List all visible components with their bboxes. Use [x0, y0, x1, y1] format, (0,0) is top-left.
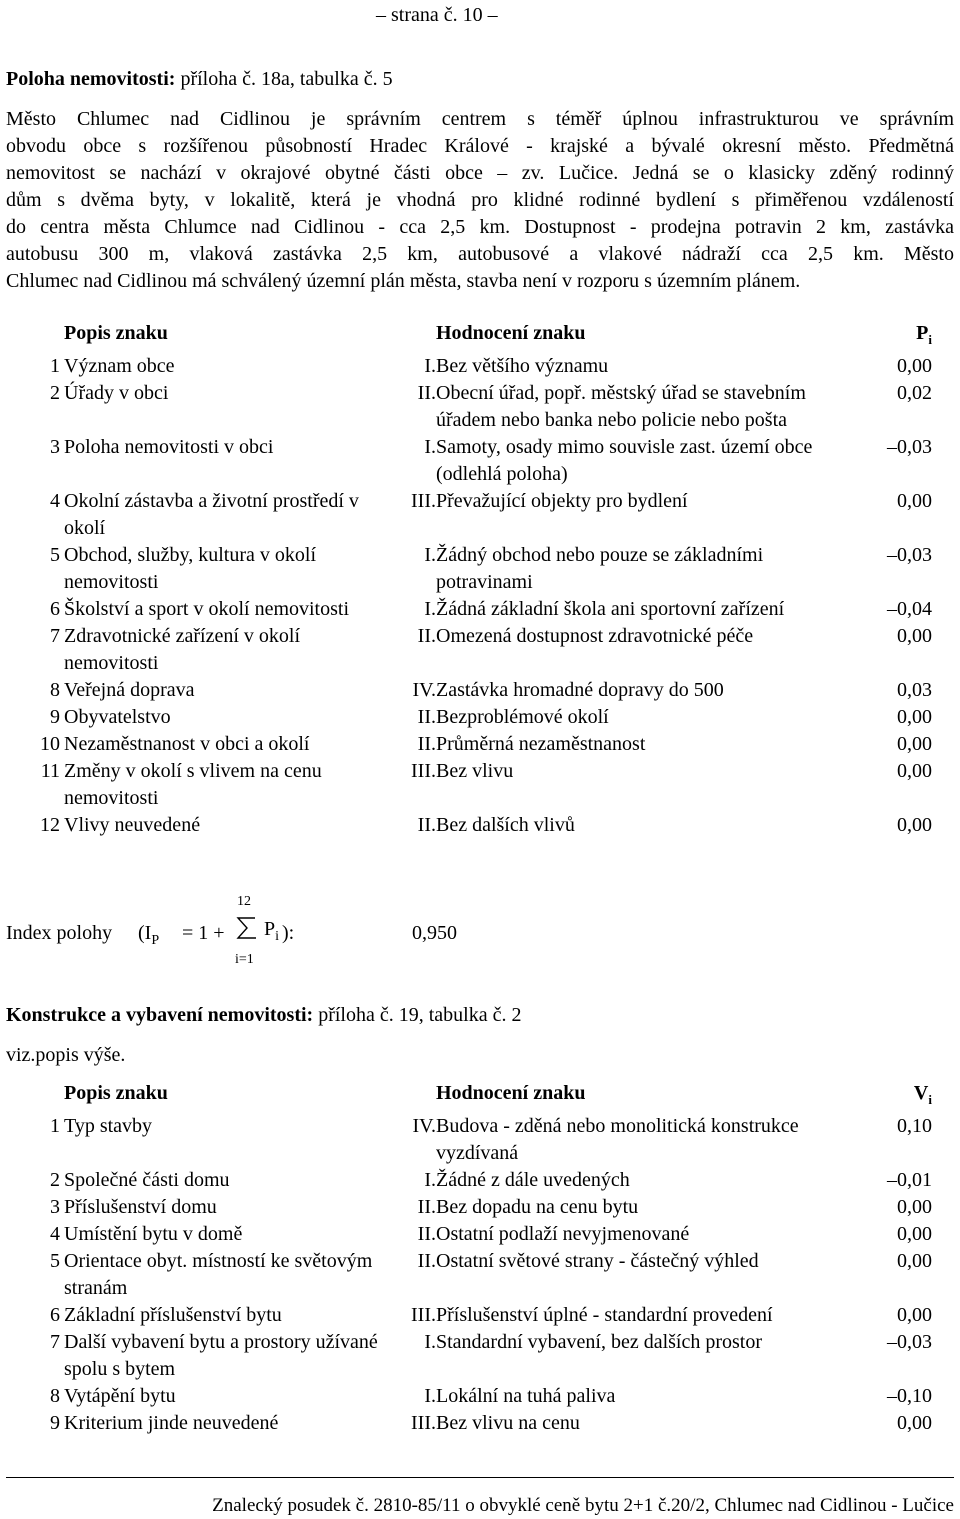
row-value: 0,03 [897, 679, 932, 701]
row-evaluation: Bezproblémové okolí [436, 706, 609, 728]
construction-note: viz.popis výše. [6, 1044, 126, 1066]
table-row [6, 1410, 932, 1437]
row-number-text: 2 [50, 382, 60, 404]
paragraph-line: do centra města Chlumce nad Cidlinou - cca 2,5 km. Dostupnost - prodejna potravin 2 km, zastávka [6, 216, 954, 238]
row-number [6, 1410, 64, 1437]
row-description: Vlivy neuvedené [64, 814, 201, 836]
row-number [6, 542, 64, 596]
index-term-symbol: P [264, 918, 276, 940]
row-evaluation: Žádný obchod nebo pouze se základními potravinami [436, 544, 764, 593]
row-description: Okolní zástavba a životní prostředí v okolí [64, 490, 359, 539]
row-grade: II. [417, 625, 436, 647]
column-header-evaluation: Hodnocení znaku [436, 1082, 586, 1104]
column-header-value-subscript: i [928, 1092, 932, 1107]
row-value: 0,00 [897, 490, 932, 512]
row-number-text: 4 [50, 490, 60, 512]
row-value: 0,00 [897, 814, 932, 836]
table-row [6, 596, 932, 623]
row-number [6, 704, 64, 731]
location-paragraph [6, 106, 954, 295]
table-row [6, 1383, 932, 1410]
row-grade: III. [411, 1412, 436, 1434]
row-evaluation: Bez dalších vlivů [436, 814, 575, 836]
page-number: – strana č. 10 – [376, 4, 498, 26]
row-number-text: 7 [50, 625, 60, 647]
row-value: 0,00 [897, 1412, 932, 1434]
row-value: 0,02 [897, 382, 932, 404]
row-value: –0,03 [887, 436, 932, 458]
row-evaluation: Převažující objekty pro bydlení [436, 490, 688, 512]
row-evaluation: Obecní úřad, popř. městský úřad se stavebním úřadem nebo banka nebo policie nebo pošta [436, 382, 806, 431]
row-value: –0,10 [887, 1385, 932, 1407]
table-row [6, 1248, 932, 1302]
table-row [6, 434, 932, 488]
row-grade: IV. [412, 679, 436, 701]
row-grade: I. [424, 436, 436, 458]
row-description: Kriterium jinde neuvedené [64, 1412, 279, 1434]
row-value: 0,00 [897, 733, 932, 755]
row-number-text: 2 [50, 1169, 60, 1191]
row-number [6, 1113, 64, 1167]
table-row [6, 488, 932, 542]
row-number-text: 9 [50, 706, 60, 728]
row-evaluation: Lokální na tuhá paliva [436, 1385, 616, 1407]
row-grade: III. [411, 760, 436, 782]
row-evaluation: Bez většího významu [436, 355, 609, 377]
row-description: Obyvatelstvo [64, 706, 171, 728]
row-grade: II. [417, 1250, 436, 1272]
row-number-text: 10 [40, 733, 60, 755]
row-number [6, 623, 64, 677]
location-heading-reference: příloha č. 18a, tabulka č. 5 [180, 68, 393, 90]
row-evaluation: Budova - zděná nebo monolitická konstrukce vyzdívaná [436, 1115, 799, 1164]
row-number-text: 4 [50, 1223, 60, 1245]
row-number [6, 596, 64, 623]
row-description: Další vybavení bytu a prostory užívané spolu s bytem [64, 1331, 378, 1380]
index-term-subscript: i [275, 929, 280, 944]
paragraph-line: dům s dvěma byty, v lokalitě, která je vhodná pro klidné rodinné bydlení s přiměřenou vzdáleností [6, 189, 954, 211]
table-row [6, 380, 932, 434]
index-open [138, 920, 159, 954]
table-row [6, 812, 932, 839]
row-evaluation: Žádná základní škola ani sportovní zařízení [436, 598, 785, 620]
row-value: –0,03 [887, 544, 932, 566]
row-description: Základní příslušenství bytu [64, 1304, 282, 1326]
row-number-text: 1 [50, 355, 60, 377]
row-number [6, 731, 64, 758]
location-rating-table [6, 320, 932, 839]
column-header-value-symbol: P [916, 322, 929, 344]
row-value: 0,00 [897, 1304, 932, 1326]
row-number-text: 6 [50, 598, 60, 620]
row-description: Orientace obyt. místností ke světovým stranám [64, 1250, 373, 1299]
row-description: Úřady v obci [64, 382, 169, 404]
table-row [6, 677, 932, 704]
row-evaluation: Příslušenství úplné - standardní provedení [436, 1304, 773, 1326]
row-grade: III. [411, 1304, 436, 1326]
row-description: Obchod, služby, kultura v okolí nemovitosti [64, 544, 317, 593]
construction-heading-label: Konstrukce a vybavení nemovitosti: [6, 1004, 314, 1026]
row-evaluation: Bez vlivu [436, 760, 514, 782]
row-number-text: 7 [50, 1331, 60, 1353]
row-number [6, 1248, 64, 1302]
row-value: –0,04 [887, 598, 932, 620]
row-evaluation: Bez vlivu na cenu [436, 1412, 580, 1434]
row-grade: III. [411, 490, 436, 512]
row-number [6, 1221, 64, 1248]
location-index-formula [6, 888, 606, 968]
row-description: Poloha nemovitosti v obci [64, 436, 274, 458]
row-grade: IV. [412, 1115, 436, 1137]
row-value: 0,00 [897, 1223, 932, 1245]
row-evaluation: Samoty, osady mimo souvisle zast. území obce (odlehlá poloha) [436, 436, 813, 485]
row-description: Význam obce [64, 355, 175, 377]
row-evaluation: Ostatní podlaží nevyjmenované [436, 1223, 690, 1245]
row-grade: II. [417, 733, 436, 755]
row-number-text: 8 [50, 1385, 60, 1407]
column-header-description: Popis znaku [64, 322, 168, 344]
table-row [6, 1302, 932, 1329]
row-number [6, 677, 64, 704]
location-heading [6, 66, 393, 93]
row-number-text: 8 [50, 679, 60, 701]
index-label: Index polohy [6, 922, 113, 944]
row-number-text: 6 [50, 1304, 60, 1326]
row-grade: II. [417, 814, 436, 836]
table-header-row [6, 1080, 932, 1113]
row-description: Zdravotnické zařízení v okolí nemovitosti [64, 625, 301, 674]
row-description: Školství a sport v okolí nemovitosti [64, 598, 350, 620]
paragraph-line: nemovitost se nachází v okrajové obytné části obce – zv. Lučice. Jedná se o klasicky zděný rodinný [6, 162, 954, 184]
row-number [6, 1194, 64, 1221]
table-row [6, 623, 932, 677]
row-number-text: 3 [50, 1196, 60, 1218]
row-number [6, 488, 64, 542]
row-evaluation: Omezená dostupnost zdravotnické péče [436, 625, 754, 647]
sum-lower-limit: i=1 [235, 952, 254, 967]
paragraph-line: obvodu obce s rozšířenou působností Hradec Králové - krajské a bývalé okresní město. Předmětná [6, 135, 954, 157]
table-header-row [6, 320, 932, 353]
column-header-description: Popis znaku [64, 1082, 168, 1104]
table-row [6, 1194, 932, 1221]
index-open-text: (I [138, 922, 152, 944]
row-value: 0,00 [897, 355, 932, 377]
row-value: –0,01 [887, 1169, 932, 1191]
sum-upper-limit: 12 [237, 894, 251, 909]
row-number [6, 812, 64, 839]
column-header-value-symbol: V [913, 1082, 929, 1104]
row-number-text: 11 [40, 760, 60, 782]
row-description: Umístění bytu v domě [64, 1223, 243, 1245]
row-evaluation: Bez dopadu na cenu bytu [436, 1196, 639, 1218]
paragraph-line: Město Chlumec nad Cidlinou je správním centrem s téměř úplnou infrastrukturou ve správním [6, 108, 954, 130]
row-number [6, 1383, 64, 1410]
row-value: 0,10 [897, 1115, 932, 1137]
location-table-body [6, 320, 932, 839]
row-evaluation: Žádné z dále uvedených [436, 1169, 630, 1191]
column-header-value [852, 320, 932, 353]
row-value: 0,00 [897, 760, 932, 782]
row-grade: I. [424, 1331, 436, 1353]
row-number [6, 758, 64, 812]
row-description: Nezaměstnanost v obci a okolí [64, 733, 310, 755]
index-equation: = 1 + [182, 922, 225, 944]
row-number [6, 1329, 64, 1383]
index-subscript-p: P [151, 933, 160, 948]
row-value: 0,00 [897, 706, 932, 728]
row-number [6, 380, 64, 434]
row-number [6, 434, 64, 488]
location-heading-label: Poloha nemovitosti: [6, 68, 176, 90]
column-header-value [852, 1080, 932, 1113]
row-evaluation: Ostatní světové strany - částečný výhled [436, 1250, 759, 1272]
row-evaluation: Zastávka hromadné dopravy do 500 [436, 679, 724, 701]
row-value: –0,03 [887, 1331, 932, 1353]
footer-text: Znalecký posudek č. 2810-85/11 o obvyklé ceně bytu 2+1 č.20/2, Chlumec nad Cidlinou - Lučice [212, 1495, 954, 1516]
row-evaluation: Standardní vybavení, bez dalších prostor [436, 1331, 763, 1353]
table-row [6, 353, 932, 380]
row-number [6, 1302, 64, 1329]
row-grade: II. [417, 382, 436, 404]
row-description: Společné části domu [64, 1169, 230, 1191]
table-row [6, 542, 932, 596]
row-description: Typ stavby [64, 1115, 153, 1137]
table-row [6, 1167, 932, 1194]
column-header-value-subscript: i [928, 332, 932, 347]
row-description: Změny v okolí s vlivem na cenu nemovitosti [64, 760, 322, 809]
row-number-text: 3 [50, 436, 60, 458]
row-evaluation: Průměrná nezaměstnanost [436, 733, 646, 755]
row-grade: II. [417, 706, 436, 728]
row-value: 0,00 [897, 1250, 932, 1272]
table-row [6, 1329, 932, 1383]
row-number-text: 5 [50, 1250, 60, 1272]
row-grade: II. [417, 1196, 436, 1218]
paragraph-line: Chlumec nad Cidlinou má schválený územní plán města, stavba není v rozporu s územním plánem. [6, 270, 801, 292]
index-close: ): [282, 922, 295, 944]
row-value: 0,00 [897, 625, 932, 647]
table-row [6, 1221, 932, 1248]
construction-table-body [6, 1080, 932, 1437]
row-grade: I. [424, 1385, 436, 1407]
row-number-text: 1 [50, 1115, 60, 1137]
index-term [264, 916, 279, 950]
table-row [6, 1113, 932, 1167]
row-grade: II. [417, 1223, 436, 1245]
construction-heading [6, 1002, 522, 1029]
column-header-evaluation: Hodnocení znaku [436, 322, 586, 344]
row-grade: I. [424, 1169, 436, 1191]
row-number [6, 1167, 64, 1194]
row-number-text: 12 [40, 814, 60, 836]
row-grade: I. [424, 598, 436, 620]
row-description: Vytápění bytu [64, 1385, 176, 1407]
row-value: 0,00 [897, 1196, 932, 1218]
index-result: 0,950 [412, 922, 457, 944]
paragraph-line: autobusu 300 m, vlaková zastávka 2,5 km, autobusové a vlakové nádraží cca 2,5 km. Město [6, 243, 954, 265]
row-number-text: 9 [50, 1412, 60, 1434]
sum-symbol-icon [236, 916, 258, 940]
row-grade: I. [424, 355, 436, 377]
row-number-text: 5 [50, 544, 60, 566]
row-number [6, 353, 64, 380]
table-row [6, 731, 932, 758]
row-description: Příslušenství domu [64, 1196, 217, 1218]
table-row [6, 758, 932, 812]
construction-rating-table [6, 1080, 932, 1437]
construction-heading-reference: příloha č. 19, tabulka č. 2 [318, 1004, 522, 1026]
table-row [6, 704, 932, 731]
footer-divider [6, 1477, 954, 1478]
row-grade: I. [424, 544, 436, 566]
row-description: Veřejná doprava [64, 679, 195, 701]
